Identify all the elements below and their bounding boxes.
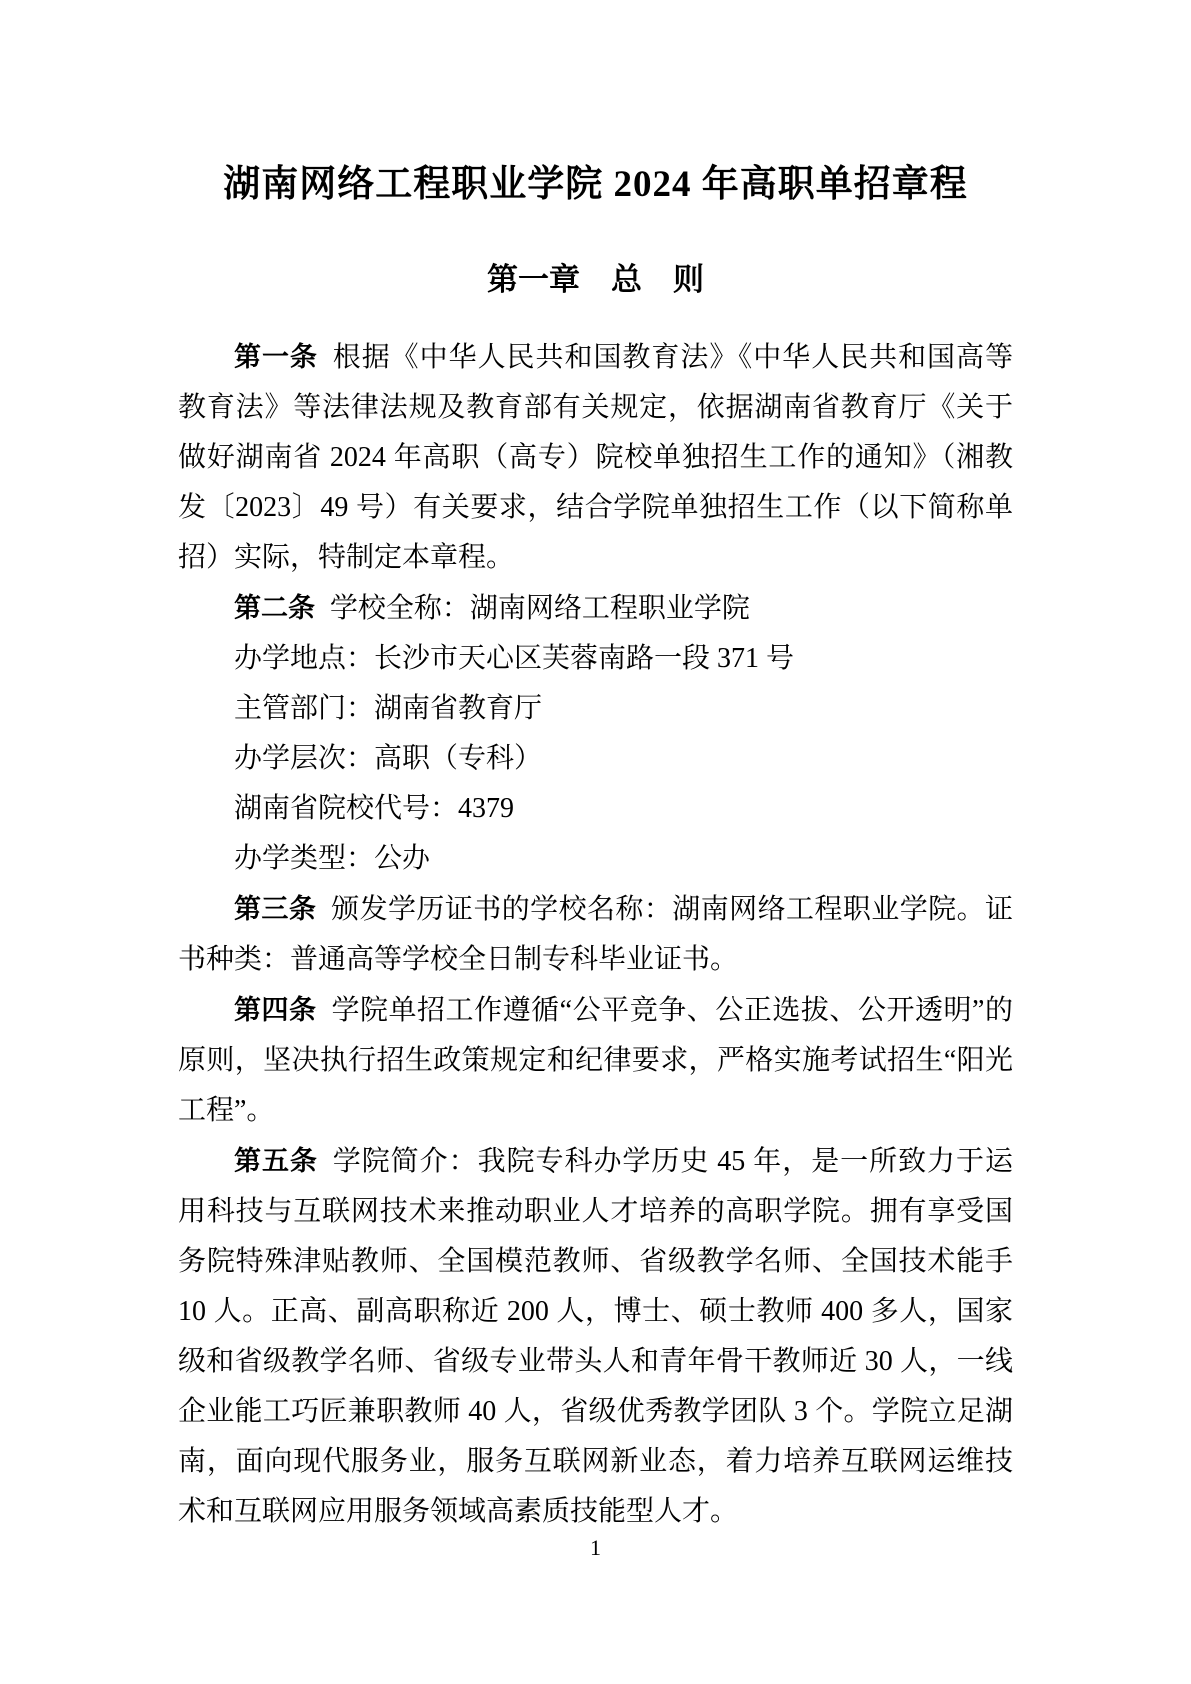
info-line-text: 办学层次：高职（专科） (234, 743, 543, 774)
info-line (178, 684, 1013, 734)
article-label: 第五条 (234, 1146, 318, 1176)
article-label: 第三条 (234, 894, 317, 924)
article-text: 学院简介：我院专科办学历史 45 年，是一所致力于运用科技与互联网技术来推动职业人才培养的高职学院。拥有享受国务院特殊津贴教师、全国模范教师、省级教学名师、全国技术能手 10 人。正高、副高职称近 200 人，博士、硕士教师 400 多人，国家级和省级教学名师、省级专业带头人和青年骨干教师近 30 人，一线企业能工巧匠兼职教师 40 人，省级优秀教学团队 3 个。学院立足湖南，面向现代服务业，服务互联网新业态，着力培养互联网运维技术和互联网应用服务领域高素质技能型人才。 (178, 1146, 1013, 1527)
info-line-text: 办学地点：长沙市天心区芙蓉南路一段 371 号 (234, 643, 795, 674)
article-text: 学校全称：湖南网络工程职业学院 (329, 593, 750, 624)
article-text: 根据《中华人民共和国教育法》《中华人民共和国高等教育法》等法律法规及教育部有关规定，依据湖南省教育厅《关于做好湖南省 2024 年高职（高专）院校单独招生工作的通知》（湘教发〔2023〕49 号）有关要求，结合学院单独招生工作（以下简称单招）实际，特制定本章程。 (178, 342, 1013, 573)
article-paragraph (178, 1136, 1013, 1537)
article-label: 第一条 (234, 342, 318, 372)
article-label: 第四条 (234, 995, 317, 1025)
info-line-text: 主管部门：湖南省教育厅 (234, 693, 543, 724)
article-text: 颁发学历证书的学校名称：湖南网络工程职业学院。证书种类：普通高等学校全日制专科毕业证书。 (178, 894, 1013, 975)
article-paragraph (178, 332, 1013, 583)
info-line (178, 634, 1013, 684)
info-line (178, 784, 1013, 834)
article-paragraph (178, 583, 1013, 634)
info-line (178, 734, 1013, 784)
article-text: 学院单招工作遵循“公平竞争、公正选拔、公开透明”的原则，坚决执行招生政策规定和纪律要求，严格实施考试招生“阳光工程”。 (178, 995, 1014, 1126)
article-label: 第二条 (234, 593, 315, 623)
info-line (178, 834, 1013, 884)
document-title: 湖南网络工程职业学院 2024 年高职单招章程 (223, 164, 968, 205)
info-line-text: 办学类型：公办 (234, 843, 431, 874)
chapter-heading: 第一章 总 则 (487, 262, 704, 297)
article-paragraph (178, 985, 1013, 1136)
info-line-text: 湖南省院校代号：4379 (234, 793, 515, 824)
page-number: 1 (590, 1535, 601, 1560)
article-paragraph (178, 884, 1013, 985)
document-body (178, 332, 1013, 1537)
